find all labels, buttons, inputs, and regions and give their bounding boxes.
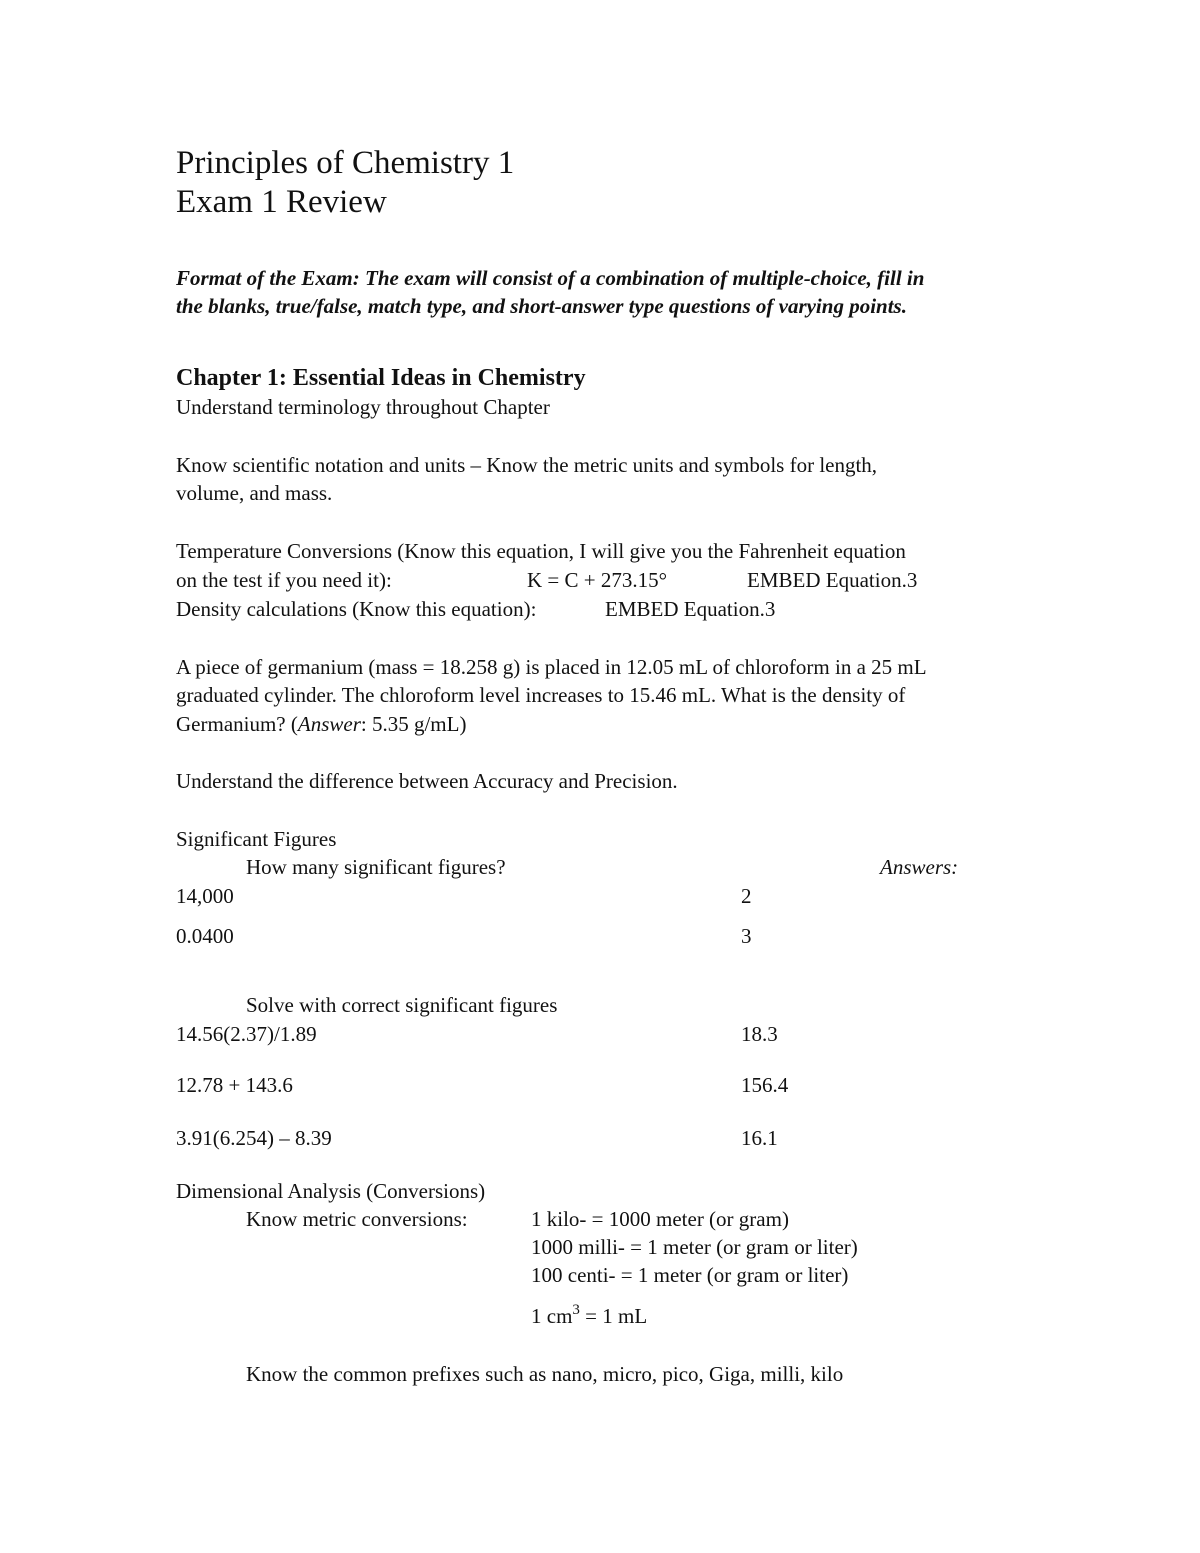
- temperature-embed: EMBED Equation.3: [747, 568, 918, 592]
- exam-format-line-2: the blanks, true/false, match type, and short-answer type questions of varying points.: [176, 294, 907, 318]
- answers-label: Answers:: [880, 855, 959, 879]
- sigfig-problem: 0.0400: [176, 924, 234, 948]
- solve-answer: 156.4: [741, 1073, 789, 1097]
- exam-format-line-1: Format of the Exam: The exam will consist of a combination of multiple-choice, fill in: [176, 266, 925, 290]
- doc-subtitle: Exam 1 Review: [176, 184, 387, 220]
- sci-notation-line-1: Know scientific notation and units – Know the metric units and symbols for length,: [176, 453, 878, 477]
- conversion-item: 1 kilo- = 1000 meter (or gram): [531, 1207, 789, 1231]
- germanium-line-2: graduated cylinder. The chloroform level increases to 15.46 mL. What is the density of: [176, 683, 906, 707]
- temperature-equation: K = C + 273.15°: [527, 568, 668, 592]
- temperature-line-2: on the test if you need it):: [176, 568, 392, 592]
- conversion-item: 100 centi- = 1 meter (or gram or liter): [531, 1263, 849, 1287]
- answer-label: Answer: [297, 712, 361, 736]
- chapter-heading: Chapter 1: Essential Ideas in Chemistry: [176, 365, 586, 391]
- metric-conversions-label: Know metric conversions:: [246, 1207, 468, 1231]
- solve-heading: Solve with correct significant figures: [246, 993, 558, 1017]
- terminology-text: Understand terminology throughout Chapter: [176, 395, 550, 419]
- cm3-conversion: 1 $cm^3 = 1$ mL: [531, 1302, 648, 1328]
- sigfig-answer: 3: [741, 924, 752, 948]
- germanium-line-3: Germanium? (Answer: 5.35 g/mL): [176, 712, 467, 736]
- solve-problem: 12.78 + 143.6: [176, 1073, 293, 1097]
- accuracy-text: Understand the difference between Accuracy and Precision.: [176, 769, 678, 793]
- density-embed: EMBED Equation.3: [605, 597, 776, 621]
- solve-answer: 16.1: [741, 1126, 778, 1150]
- sigfig-question: How many significant figures?: [246, 855, 506, 879]
- solve-answer: 18.3: [741, 1022, 778, 1046]
- sci-notation-line-2: volume, and mass.: [176, 481, 333, 505]
- temperature-line-1: Temperature Conversions (Know this equation, I will give you the Fahrenheit equation: [176, 539, 906, 563]
- conversion-item: 1000 milli- = 1 meter (or gram or liter): [531, 1235, 858, 1259]
- dimensional-analysis-heading: Dimensional Analysis (Conversions): [176, 1179, 486, 1203]
- density-text: Density calculations (Know this equation):: [176, 597, 537, 621]
- solve-problem: 3.91(6.254) – 8.39: [176, 1126, 332, 1150]
- solve-problem: 14.56(2.37)/1.89: [176, 1022, 317, 1046]
- sigfig-problem: 14,000: [176, 884, 234, 908]
- doc-title: Principles of Chemistry 1: [176, 145, 515, 181]
- prefixes-text: Know the common prefixes such as nano, micro, pico, Giga, milli, kilo: [246, 1362, 844, 1386]
- sigfig-heading: Significant Figures: [176, 827, 337, 851]
- sigfig-answer: 2: [741, 884, 752, 908]
- germanium-line-1: A piece of germanium (mass = 18.258 g) is placed in 12.05 mL of chloroform in a 25 mL: [176, 655, 927, 679]
